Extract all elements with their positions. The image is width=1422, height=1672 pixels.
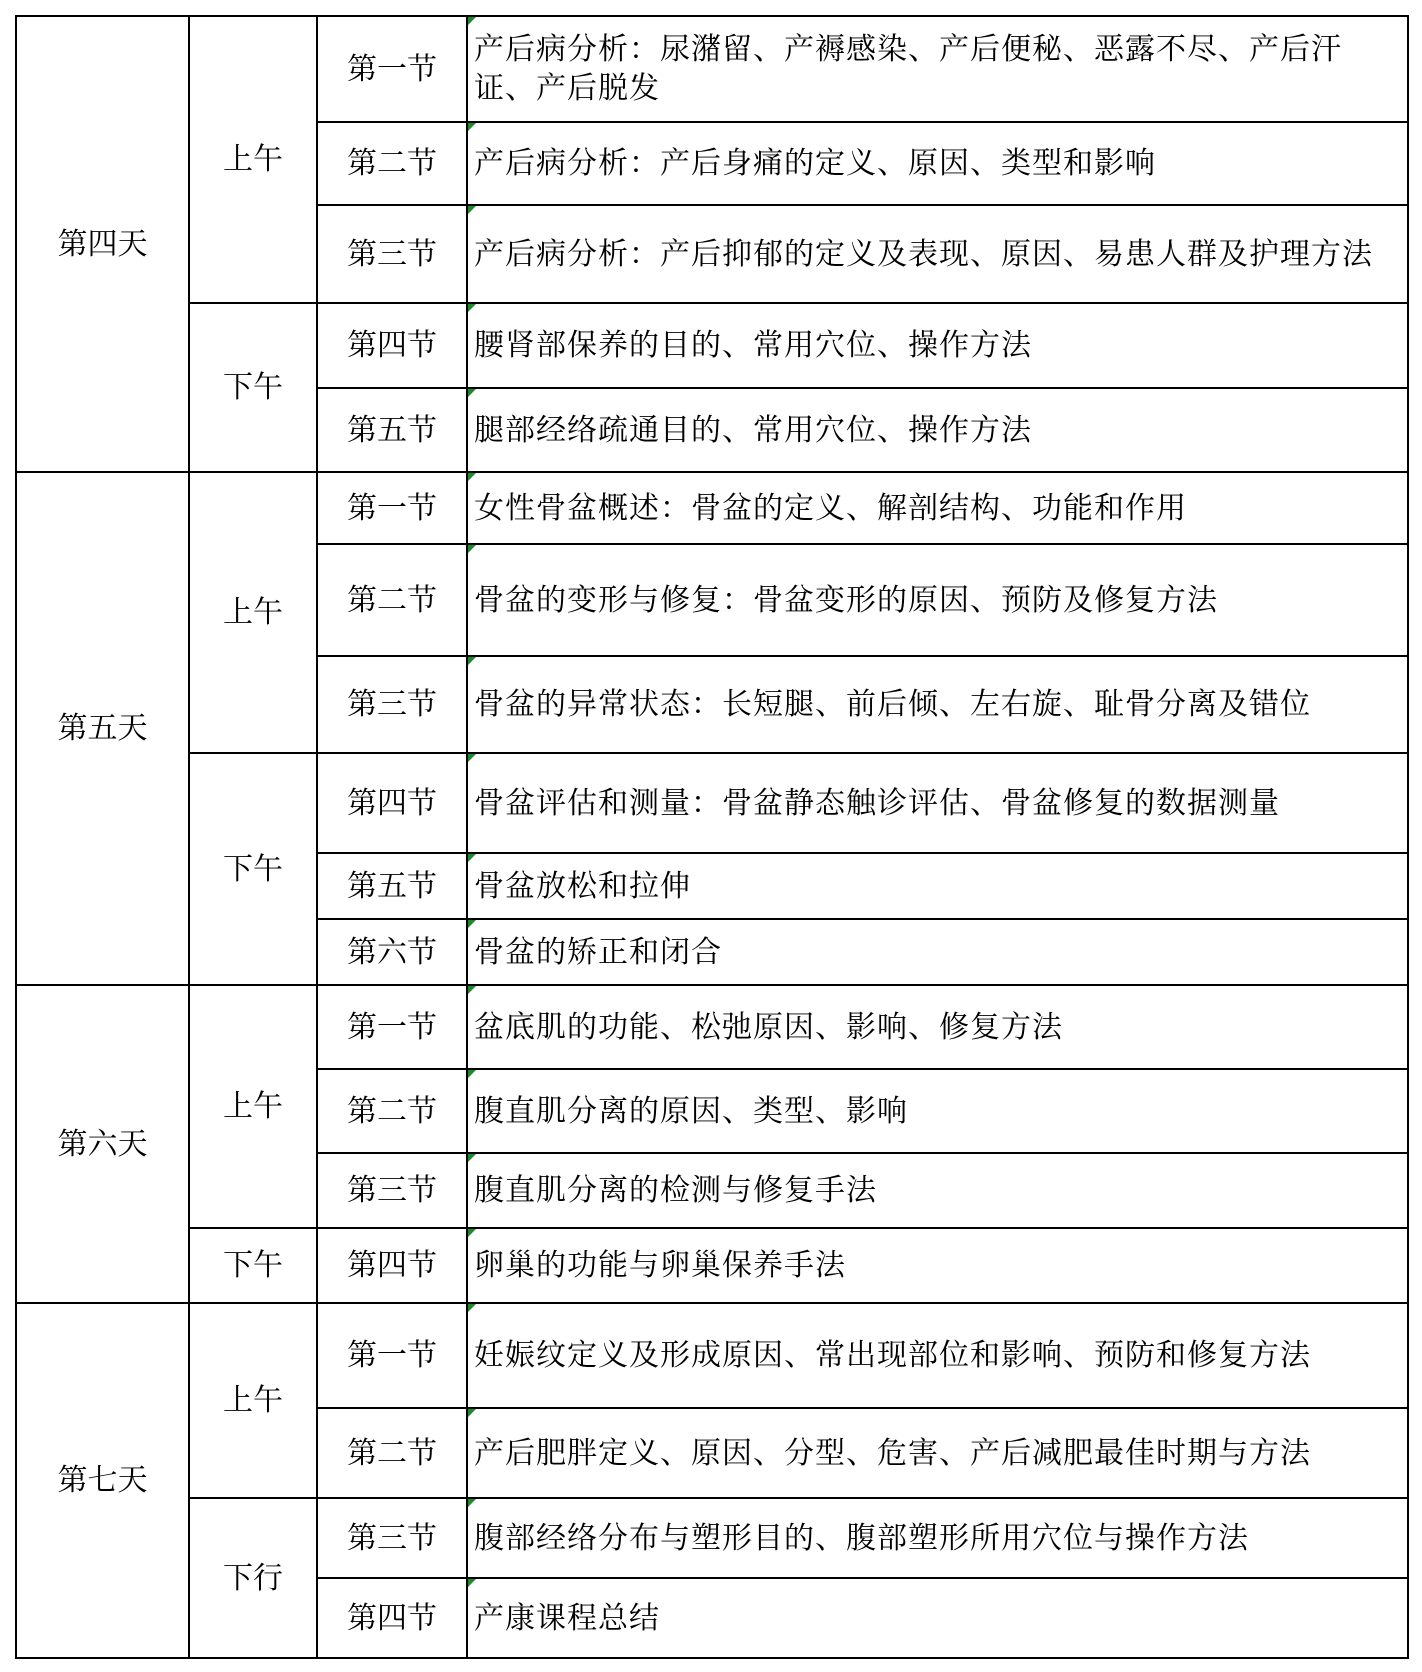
content-cell: 腹直肌分离的原因、类型、影响 [467, 1069, 1408, 1153]
content-cell: 产后病分析：产后身痛的定义、原因、类型和影响 [467, 122, 1408, 205]
period-cell: 上午 [189, 1303, 317, 1498]
section-cell: 第二节 [317, 1408, 467, 1498]
section-cell: 第三节 [317, 205, 467, 303]
content-cell: 腹部经络分布与塑形目的、腹部塑形所用穴位与操作方法 [467, 1498, 1408, 1578]
section-cell: 第三节 [317, 656, 467, 753]
period-cell: 下午 [189, 1228, 317, 1303]
section-cell: 第二节 [317, 1069, 467, 1153]
section-cell: 第二节 [317, 544, 467, 656]
period-cell: 下午 [189, 303, 317, 472]
content-cell: 女性骨盆概述：骨盆的定义、解剖结构、功能和作用 [467, 472, 1408, 544]
table-row [16, 1303, 1408, 1408]
content-cell: 骨盆的异常状态：长短腿、前后倾、左右旋、耻骨分离及错位 [467, 656, 1408, 753]
content-cell: 产后病分析：产后抑郁的定义及表现、原因、易患人群及护理方法 [467, 205, 1408, 303]
content-cell: 骨盆的矫正和闭合 [467, 919, 1408, 985]
content-cell: 腰肾部保养的目的、常用穴位、操作方法 [467, 303, 1408, 388]
day-cell: 第四天 [16, 16, 189, 472]
section-cell: 第五节 [317, 388, 467, 472]
period-cell: 下行 [189, 1498, 317, 1658]
section-cell: 第一节 [317, 985, 467, 1069]
content-cell: 盆底肌的功能、松弛原因、影响、修复方法 [467, 985, 1408, 1069]
schedule-body [16, 16, 1408, 1658]
content-cell: 腹直肌分离的检测与修复手法 [467, 1153, 1408, 1228]
section-cell: 第一节 [317, 16, 467, 122]
content-cell: 卵巢的功能与卵巢保养手法 [467, 1228, 1408, 1303]
content-cell: 产后病分析：尿潴留、产褥感染、产后便秘、恶露不尽、产后汗证、产后脱发 [467, 16, 1408, 122]
period-cell: 上午 [189, 16, 317, 303]
table-row [16, 1228, 1408, 1303]
day-cell: 第六天 [16, 985, 189, 1303]
section-cell: 第二节 [317, 122, 467, 205]
section-cell: 第四节 [317, 1578, 467, 1658]
schedule-table [15, 15, 1409, 1659]
content-cell: 骨盆的变形与修复：骨盆变形的原因、预防及修复方法 [467, 544, 1408, 656]
day-cell: 第五天 [16, 472, 189, 985]
period-cell: 下午 [189, 753, 317, 985]
table-row [16, 16, 1408, 122]
section-cell: 第一节 [317, 472, 467, 544]
content-cell: 骨盆放松和拉伸 [467, 853, 1408, 919]
section-cell: 第四节 [317, 303, 467, 388]
table-row [16, 472, 1408, 544]
content-cell: 产后肥胖定义、原因、分型、危害、产后减肥最佳时期与方法 [467, 1408, 1408, 1498]
content-cell: 腿部经络疏通目的、常用穴位、操作方法 [467, 388, 1408, 472]
section-cell: 第三节 [317, 1153, 467, 1228]
table-row [16, 1498, 1408, 1578]
day-cell: 第七天 [16, 1303, 189, 1658]
section-cell: 第六节 [317, 919, 467, 985]
period-cell: 上午 [189, 472, 317, 753]
section-cell: 第五节 [317, 853, 467, 919]
section-cell: 第四节 [317, 753, 467, 853]
table-row [16, 753, 1408, 853]
section-cell: 第四节 [317, 1228, 467, 1303]
content-cell: 产康课程总结 [467, 1578, 1408, 1658]
content-cell: 妊娠纹定义及形成原因、常出现部位和影响、预防和修复方法 [467, 1303, 1408, 1408]
content-cell: 骨盆评估和测量：骨盆静态触诊评估、骨盆修复的数据测量 [467, 753, 1408, 853]
section-cell: 第三节 [317, 1498, 467, 1578]
period-cell: 上午 [189, 985, 317, 1228]
table-row [16, 985, 1408, 1069]
table-row [16, 303, 1408, 388]
section-cell: 第一节 [317, 1303, 467, 1408]
